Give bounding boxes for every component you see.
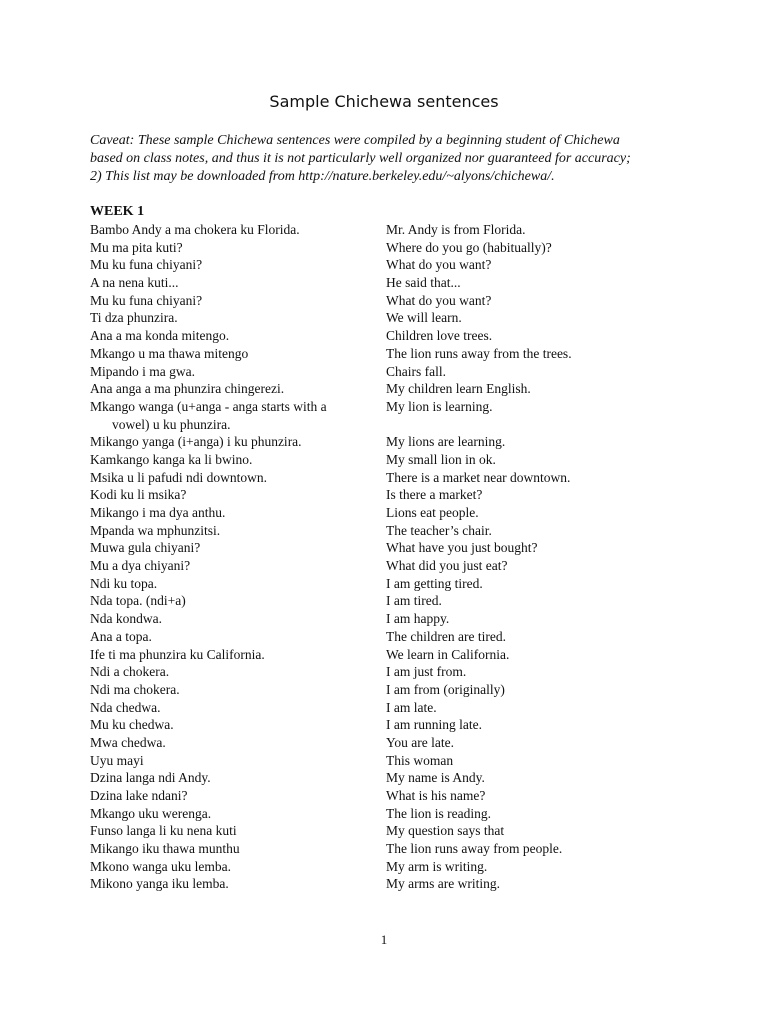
sentence-list: [90, 221, 690, 893]
sentence-row: [90, 752, 690, 770]
sentence-row: [90, 646, 690, 664]
chichewa-sentence: Mu ma pita kuti?: [90, 239, 183, 255]
english-translation: What do you want?: [386, 257, 492, 273]
sentence-row: [90, 451, 690, 469]
sentence-row: [90, 610, 690, 628]
sentence-row: [90, 858, 690, 876]
english-translation: Is there a market?: [386, 487, 483, 503]
sentence-row: [90, 327, 690, 345]
english-translation: The children are tired.: [386, 628, 506, 644]
sentence-row: [90, 380, 690, 398]
english-translation: My small lion in ok.: [386, 451, 496, 467]
english-translation: We learn in California.: [386, 646, 510, 662]
chichewa-sentence: Mkango uku werenga.: [90, 805, 212, 821]
sentence-row: [90, 504, 690, 522]
english-translation: We will learn.: [386, 310, 462, 326]
chichewa-sentence: Uyu mayi: [90, 752, 144, 768]
chichewa-sentence: Dzina langa ndi Andy.: [90, 770, 211, 786]
page-title: Sample Chichewa sentences: [269, 92, 499, 111]
sentence-row: [90, 805, 690, 823]
chichewa-sentence: Bambo Andy a ma chokera ku Florida.: [90, 222, 300, 237]
sentence-row: [90, 486, 690, 504]
chichewa-sentence: Mwa chedwa.: [90, 734, 166, 750]
chichewa-sentence: Nda topa. (ndi+a): [90, 593, 186, 609]
english-translation: He said that...: [386, 275, 461, 291]
caveat-line: 2) This list may be downloaded from http://nature.berkeley.edu/~alyons/chichewa/.: [90, 169, 555, 184]
chichewa-sentence: Ndi ku topa.: [90, 575, 158, 591]
english-translation: Children love trees.: [386, 328, 493, 344]
sentence-row: [90, 522, 690, 540]
page-number: 1: [380, 932, 388, 947]
chichewa-sentence: Mikango iku thawa munthu: [90, 841, 240, 857]
sentence-row: [90, 734, 690, 752]
english-translation: I am getting tired.: [386, 575, 483, 591]
sentence-row: [90, 256, 690, 274]
chichewa-sentence: Kodi ku li msika?: [90, 487, 187, 503]
english-translation: Where do you go (habitually)?: [386, 239, 552, 255]
sentence-row: [90, 398, 690, 416]
chichewa-sentence: Dzina lake ndani?: [90, 788, 188, 803]
chichewa-sentence: Nda chedwa.: [90, 699, 161, 715]
english-translation: My lions are learning.: [386, 434, 506, 450]
english-translation: What have you just bought?: [386, 540, 538, 556]
chichewa-sentence: vowel) u ku phunzira.: [112, 416, 231, 432]
chichewa-sentence: Ana anga a ma phunzira chingerezi.: [90, 381, 285, 397]
english-translation: My question says that: [386, 823, 505, 839]
chichewa-sentence: Mikono yanga iku lemba.: [90, 876, 229, 892]
english-translation: My lion is learning.: [386, 398, 493, 414]
english-translation: You are late.: [386, 734, 454, 750]
sentence-row: [90, 699, 690, 717]
chichewa-sentence: Ana a topa.: [90, 628, 152, 644]
chichewa-sentence: Mikango yanga (i+anga) i ku phunzira.: [90, 434, 302, 450]
chichewa-sentence: Ti dza phunzira.: [90, 310, 178, 326]
section-heading-week: WEEK 1: [90, 204, 145, 219]
english-translation: Chairs fall.: [386, 363, 446, 379]
chichewa-sentence: Mpanda wa mphunzitsi.: [90, 522, 221, 538]
english-translation: Lions eat people.: [386, 505, 479, 520]
sentence-row: [90, 469, 690, 487]
chichewa-sentence: Mu ku funa chiyani?: [90, 257, 203, 273]
sentence-row: [90, 575, 690, 593]
english-translation: What did you just eat?: [386, 558, 508, 574]
english-translation: The lion runs away from the trees.: [386, 345, 572, 361]
caveat-note: [90, 132, 690, 186]
chichewa-sentence: Nda kondwa.: [90, 611, 162, 627]
english-translation: Mr. Andy is from Florida.: [386, 222, 526, 237]
english-translation: I am from (originally): [386, 681, 505, 697]
english-translation: I am late.: [386, 699, 437, 715]
chichewa-sentence: Mikango i ma dya anthu.: [90, 505, 226, 520]
sentence-row: [90, 840, 690, 858]
chichewa-sentence: Ndi ma chokera.: [90, 681, 180, 697]
english-translation: I am running late.: [386, 717, 482, 733]
sentence-row: [90, 274, 690, 292]
sentence-row: [90, 292, 690, 310]
chichewa-sentence: A na nena kuti...: [90, 275, 179, 291]
chichewa-sentence: Ndi a chokera.: [90, 664, 170, 680]
english-translation: What do you want?: [386, 292, 492, 308]
chichewa-sentence: Muwa gula chiyani?: [90, 540, 201, 556]
sentence-row: [90, 875, 690, 893]
sentence-row: [90, 628, 690, 646]
chichewa-sentence: Mkango u ma thawa mitengo: [90, 345, 249, 361]
sentence-row: [90, 539, 690, 557]
sentence-row: [90, 769, 690, 787]
sentence-row: [90, 345, 690, 363]
sentence-row: [90, 239, 690, 257]
english-translation: This woman: [386, 752, 454, 768]
sentence-row: [90, 309, 690, 327]
sentence-row: [90, 822, 690, 840]
sentence-row: [90, 363, 690, 381]
chichewa-sentence: Funso langa li ku nena kuti: [90, 823, 237, 839]
sentence-row: [90, 557, 690, 575]
sentence-row: [90, 433, 690, 451]
chichewa-sentence: Msika u li pafudi ndi downtown.: [90, 469, 267, 485]
english-translation: I am just from.: [386, 664, 467, 680]
sentence-row: [90, 681, 690, 699]
english-translation: My arms are writing.: [386, 876, 500, 892]
chichewa-sentence: Mu ku funa chiyani?: [90, 292, 203, 308]
english-translation: The lion runs away from people.: [386, 841, 563, 857]
chichewa-sentence: Mipando i ma gwa.: [90, 363, 195, 379]
english-translation: What is his name?: [386, 788, 486, 803]
sentence-row: [90, 663, 690, 681]
sentence-row: [90, 221, 690, 239]
caveat-line: based on class notes, and thus it is not particularly well organized nor guaranteed for accuracy;: [90, 151, 631, 166]
english-translation: I am tired.: [386, 593, 442, 609]
english-translation: I am happy.: [386, 611, 450, 627]
chichewa-sentence: Kamkango kanga ka li bwino.: [90, 451, 253, 467]
sentence-row: [90, 416, 690, 434]
english-translation: My children learn English.: [386, 381, 531, 397]
sentence-row: [90, 716, 690, 734]
english-translation: My name is Andy.: [386, 770, 485, 786]
english-translation: My arm is writing.: [386, 858, 488, 874]
chichewa-sentence: Ife ti ma phunzira ku California.: [90, 646, 265, 662]
english-translation: The teacher’s chair.: [386, 522, 492, 538]
chichewa-sentence: Mkango wanga (u+anga - anga starts with a: [90, 398, 327, 414]
chichewa-sentence: Ana a ma konda mitengo.: [90, 328, 230, 344]
chichewa-sentence: Mu ku chedwa.: [90, 717, 174, 733]
english-translation: The lion is reading.: [386, 805, 491, 821]
chichewa-sentence: Mkono wanga uku lemba.: [90, 858, 231, 874]
chichewa-sentence: Mu a dya chiyani?: [90, 558, 191, 574]
sentence-row: [90, 592, 690, 610]
caveat-line: Caveat: These sample Chichewa sentences were compiled by a beginning student of Chichewa: [90, 133, 620, 148]
sentence-row: [90, 787, 690, 805]
english-translation: There is a market near downtown.: [386, 469, 571, 485]
